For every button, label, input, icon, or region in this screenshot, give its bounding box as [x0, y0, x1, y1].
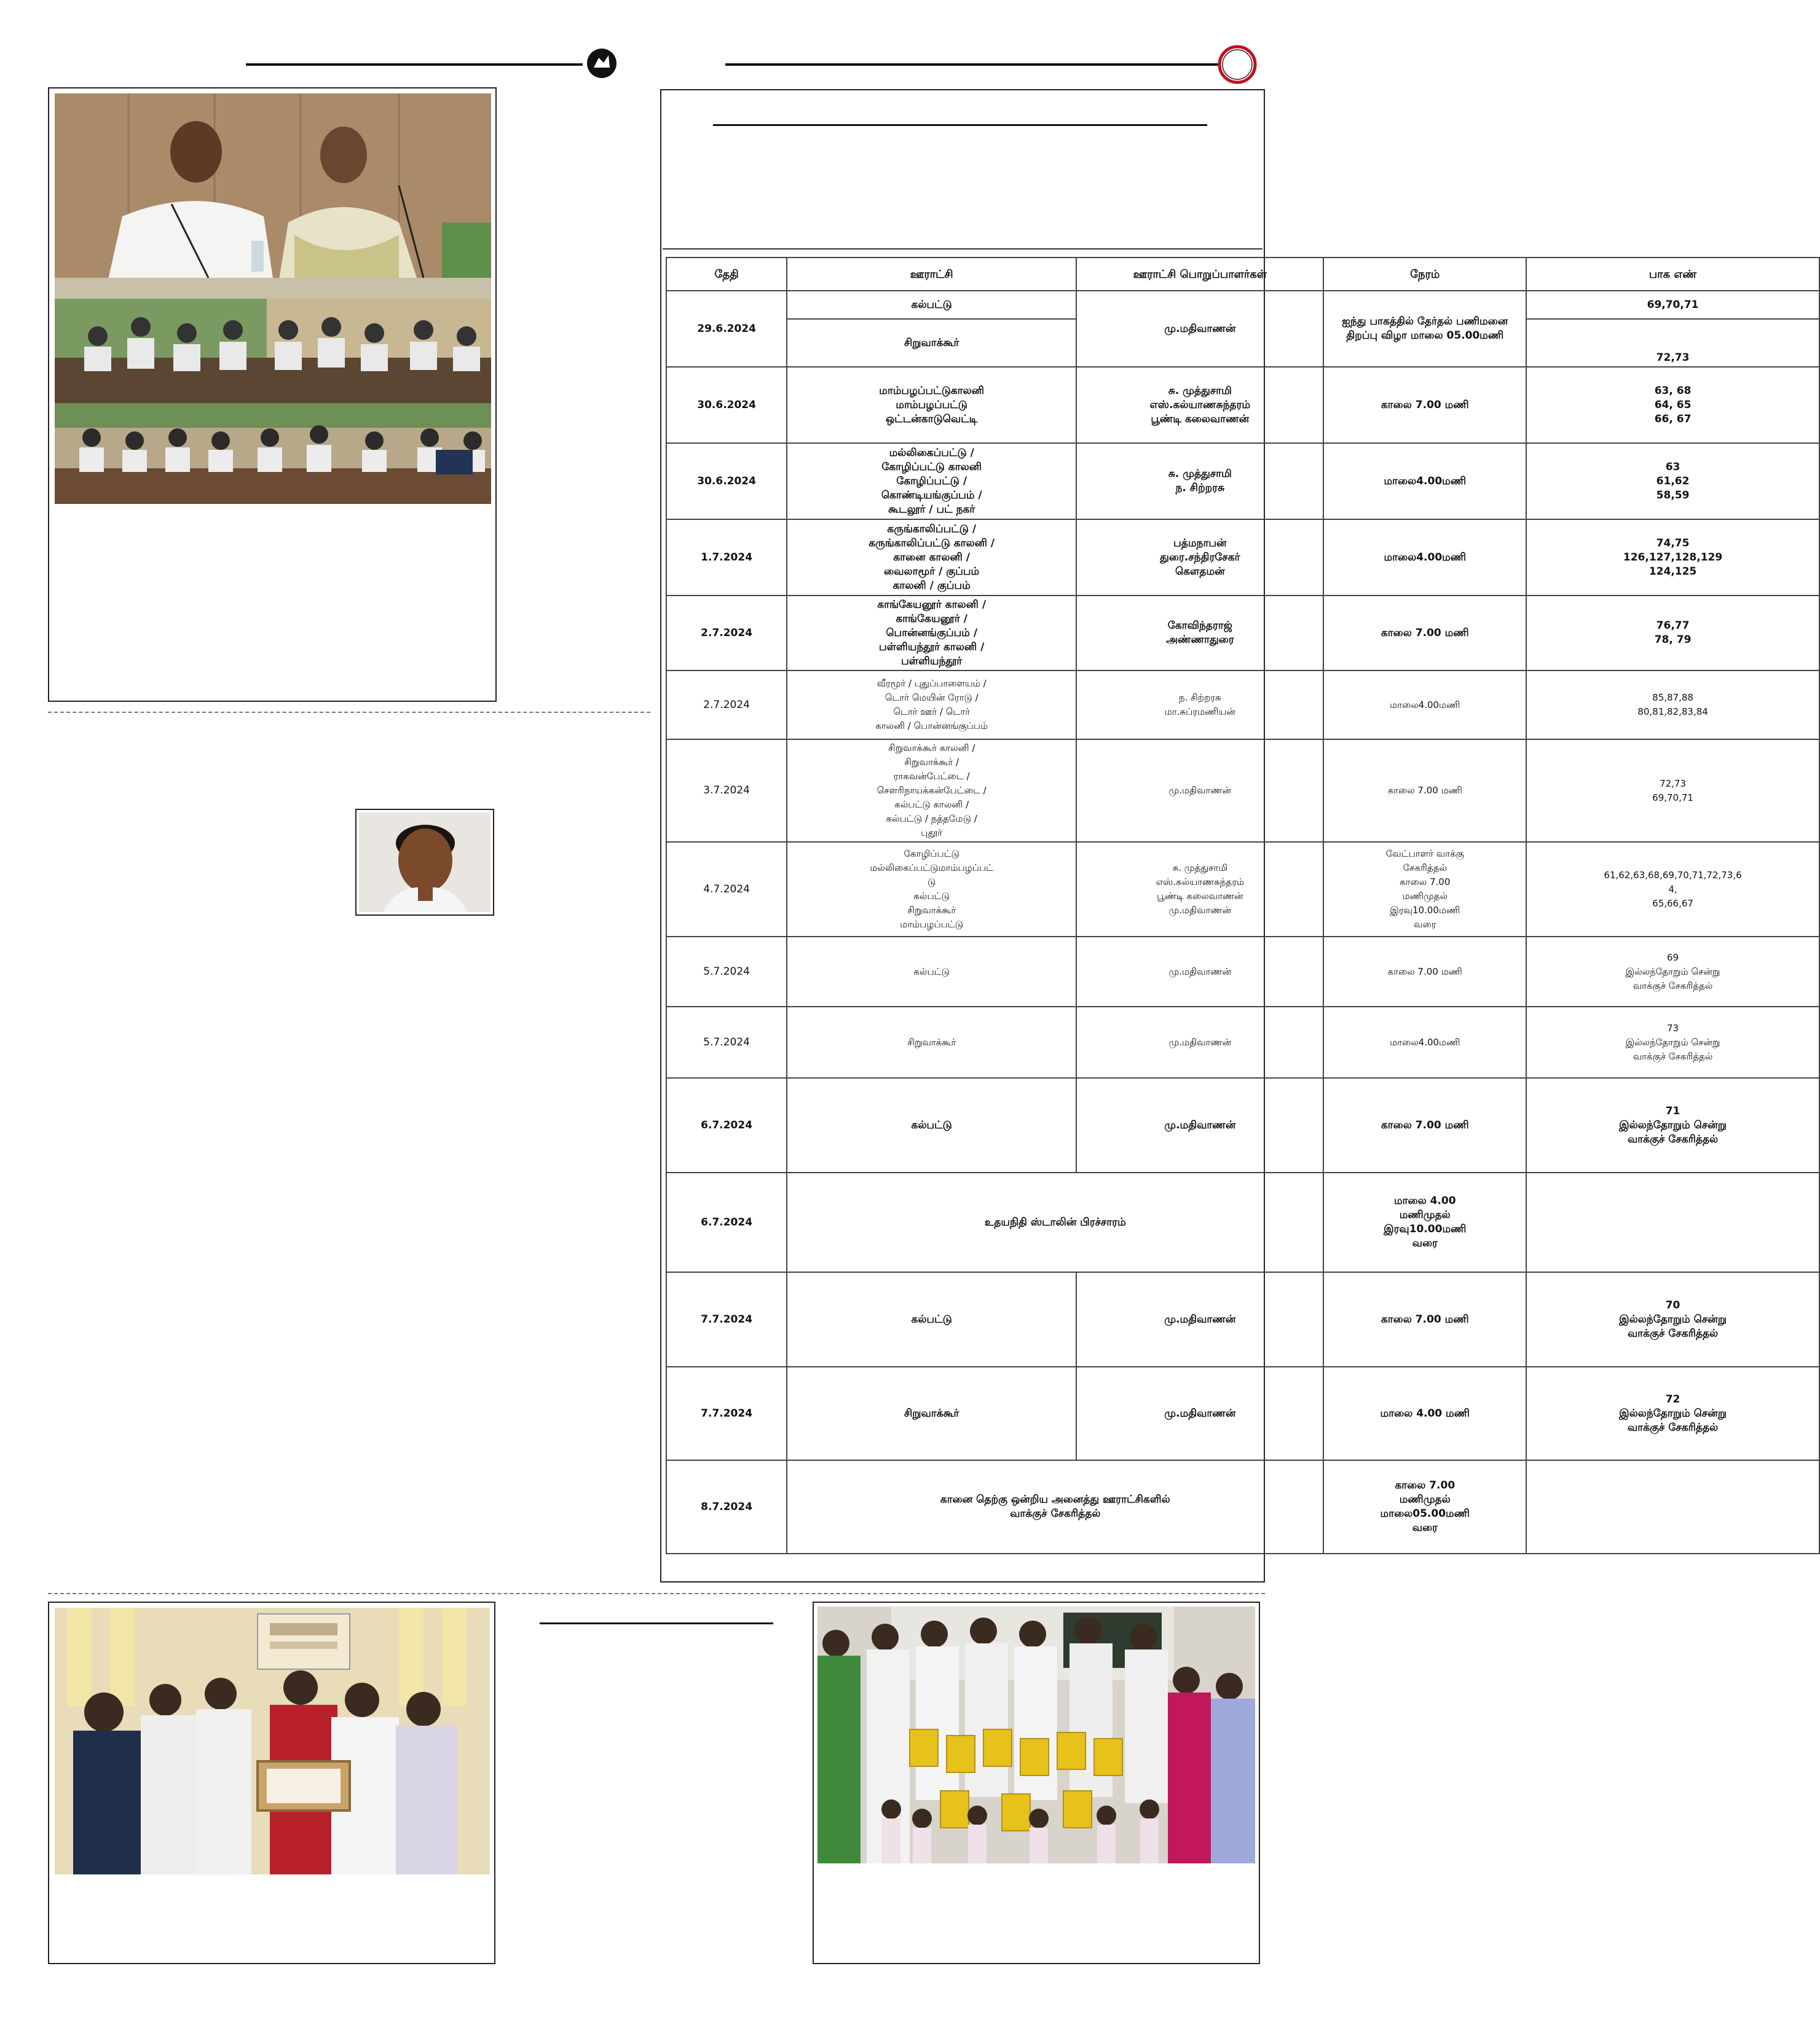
table-row: [666, 739, 1819, 842]
cell-line: 58,59: [1656, 489, 1690, 501]
school-children-photo: [817, 1606, 1255, 1863]
cell-line: இரவு10.00மணி: [1390, 905, 1460, 916]
cell-line: கானை தெற்கு ஒன்றிய அனைத்து ஊராட்சிகளில்: [940, 1493, 1170, 1506]
cell-line: மு.மதிவாணன்: [1164, 1407, 1236, 1420]
part-cell: [1526, 670, 1819, 739]
part-cell: [1526, 1078, 1819, 1173]
cell-line: ந. சிற்றரசு: [1178, 692, 1221, 703]
table-header-row: [666, 258, 1819, 291]
cell-line: வாக்குச் சேகரித்தல்: [1633, 980, 1713, 991]
time-cell: மாலை4.00மணி: [1323, 443, 1526, 519]
cell-line: வேட்பாளர் வாக்கு: [1385, 848, 1464, 859]
date-cell: 30.6.2024: [666, 443, 787, 519]
cell-line: கல்பட்டு: [911, 1119, 952, 1131]
time-cell: ஐந்து பாகத்தில் தேர்தல் பணிமனை திறப்பு விழா மாலை 05.00மணி: [1323, 291, 1526, 367]
schedule-heading-bottom-rule: [663, 248, 1263, 250]
table-row: [666, 1173, 1819, 1272]
cell-line: காலனி / குப்பம்: [892, 579, 971, 592]
cell-line: மு.மதிவாணன்: [1164, 1119, 1236, 1131]
cell-line: மு.மதிவாணன்: [1168, 1036, 1232, 1048]
cell-line: 124,125: [1649, 565, 1697, 578]
column-header: நேரம்: [1323, 258, 1526, 291]
schedule-table: [666, 257, 1820, 1554]
cell-line: கோழிப்பட்டு /: [896, 474, 967, 487]
cell-line: 74,75: [1656, 537, 1690, 549]
place-cell: [787, 596, 1076, 670]
cell-line: கானை காலனி /: [893, 551, 970, 564]
cell-line: மல்லிகைப்பட்டுமாம்பழப்பட்: [870, 862, 994, 873]
cell-line: 61,62: [1656, 474, 1690, 487]
cell-line: மல்லிகைப்பட்டு /: [889, 446, 974, 459]
cell-line: மணிமுதல்: [1402, 891, 1448, 902]
part-cell: 72,73: [1526, 319, 1819, 367]
cell-line: கருங்காலிப்பட்டு /: [887, 522, 977, 535]
person-cell: [1076, 1078, 1323, 1173]
time-cell: [1323, 1173, 1526, 1272]
cell-line: 65,66,67: [1652, 897, 1693, 909]
cell-line: கோழிப்பட்டு காலனி: [881, 460, 982, 473]
cell-line: சௌரிநாயக்கன்பேட்டை /: [877, 785, 987, 796]
cell-line: மு.மதிவாணன்: [1164, 1313, 1236, 1326]
cell-line: வாக்குச் சேகரித்தல்: [1627, 1327, 1719, 1340]
cell-line: இல்லந்தோறும் சென்று: [1625, 965, 1720, 977]
table-row: [666, 670, 1819, 739]
table-row: [666, 1272, 1819, 1367]
person-cell: [1076, 842, 1323, 937]
part-cell: [1526, 1272, 1819, 1367]
cell-line: பொன்னங்குப்பம் /: [886, 626, 978, 639]
cell-line: 69,70,71: [1652, 792, 1693, 803]
date-cell: 1.7.2024: [666, 519, 787, 596]
part-cell: [1526, 1367, 1819, 1460]
place-cell: [787, 443, 1076, 519]
place-cell: [787, 519, 1076, 596]
cell-line: மாலை 4.00: [1393, 1195, 1456, 1207]
cell-line: காலனி / பொன்னங்குப்பம்: [875, 720, 988, 731]
cell-line: ஒட்டன்காடுவெட்டி: [886, 412, 978, 425]
date-cell: 7.7.2024: [666, 1367, 787, 1460]
portrait-photo: [359, 812, 490, 912]
table-row: [666, 519, 1819, 596]
person-cell: [1076, 1007, 1323, 1078]
cell-line: கோவிந்தராஜ்: [1167, 619, 1232, 632]
person-cell: [1076, 670, 1323, 739]
date-cell: 6.7.2024: [666, 1078, 787, 1173]
cell-line: புதூர்: [921, 827, 943, 838]
cell-line: மு.மதிவாணன்: [1168, 905, 1232, 916]
cell-line: கல்பட்டு: [913, 965, 950, 977]
cell-line: சிறுவாக்கூர்: [907, 905, 956, 916]
place-cell: [787, 739, 1076, 842]
place-cell: [787, 1078, 1076, 1173]
person-cell: [1076, 1272, 1323, 1367]
cell-line: 64, 65: [1654, 398, 1692, 411]
place-cell: [787, 1272, 1076, 1367]
cell-line: எஸ்.கல்யாணசுந்தரம்: [1149, 398, 1251, 411]
place-cell: [787, 842, 1076, 937]
column-header: பாக எண்: [1526, 258, 1819, 291]
person-cell: [1076, 739, 1323, 842]
cell-line: பள்ளியந்தூர் காலனி /: [879, 640, 985, 653]
cell-line: பூண்டி கலைவாணன்: [1151, 412, 1250, 425]
masthead-rule-left: [246, 63, 583, 66]
cell-line: 61,62,63,68,69,70,71,72,73,6: [1604, 869, 1742, 881]
cell-line: கௌதமன்: [1175, 565, 1225, 578]
cell-line: கல்பட்டு / நத்தமேடு /: [886, 813, 977, 824]
cell-line: 72: [1665, 1393, 1680, 1406]
cell-line: மணிமுதல்: [1399, 1493, 1451, 1506]
cell-line: இல்லந்தோறும் சென்று: [1619, 1119, 1727, 1131]
time-cell: காலை 7.00 மணி: [1323, 1272, 1526, 1367]
time-cell: மாலை4.00மணி: [1323, 1007, 1526, 1078]
column-header: ஊராட்சி: [787, 258, 1076, 291]
cell-line: கருங்காலிப்பட்டு காலனி /: [869, 537, 995, 549]
cell-line: வரை: [1414, 919, 1436, 930]
cell-line: 76,77: [1656, 619, 1690, 632]
cell-line: காங்கேயனூர் காலனி /: [877, 598, 987, 611]
cell-line: மு.மதிவாணன்: [1168, 785, 1232, 796]
cell-line: மாம்பழப்பட்டுகாலனி: [879, 384, 985, 397]
table-row: [666, 367, 1819, 443]
part-cell: [1526, 1173, 1819, 1272]
cell-line: மாம்பழப்பட்டு: [896, 398, 967, 411]
date-cell: 8.7.2024: [666, 1460, 787, 1554]
part-cell: [1526, 1460, 1819, 1554]
time-cell: காலை 7.00 மணி: [1323, 367, 1526, 443]
cell-line: வாக்குச் சேகரித்தல்: [1010, 1508, 1101, 1520]
table-row: [666, 842, 1819, 937]
cell-line: கல்பட்டு காலனி /: [894, 799, 969, 810]
time-cell: மாலை 4.00 மணி: [1323, 1367, 1526, 1460]
place-cell: [787, 1367, 1076, 1460]
person-cell: [1076, 443, 1323, 519]
date-cell: 2.7.2024: [666, 596, 787, 670]
cell-line: காலை 7.00: [1395, 1479, 1456, 1492]
column-header: ஊராட்சி பொறுப்பாளர்கள்: [1076, 258, 1323, 291]
cell-line: மா.சுப்ரமணியன்: [1164, 706, 1235, 717]
cell-line: துரை.சந்திரசேகர்: [1160, 551, 1240, 564]
cell-line: மாம்பழப்பட்டு: [900, 919, 964, 930]
place-cell: [787, 367, 1076, 443]
person-cell: [1076, 1367, 1323, 1460]
cell-line: அண்ணாதுரை: [1165, 634, 1234, 646]
cell-line: இல்லந்தோறும் சென்று: [1619, 1407, 1727, 1420]
bottom-middle-heading-rule: [540, 1622, 773, 1624]
part-cell: [1526, 1007, 1819, 1078]
cell-line: மாலை05.00மணி: [1380, 1508, 1470, 1520]
table-row: [666, 1460, 1819, 1554]
cell-line: 71: [1665, 1104, 1680, 1117]
table-row: [666, 596, 1819, 670]
part-cell: [1526, 596, 1819, 670]
time-cell: மாலை4.00மணி: [1323, 670, 1526, 739]
cell-line: சிறுவாக்கூர்: [907, 1036, 956, 1048]
part-cell: [1526, 739, 1819, 842]
schedule-heading-rule: [713, 124, 1207, 126]
time-cell: [1323, 1460, 1526, 1554]
time-cell: காலை 7.00 மணி: [1323, 739, 1526, 842]
campaign-cell: [787, 1460, 1323, 1554]
separator-bottom: [48, 1593, 1265, 1594]
cell-line: பள்ளியந்தூர்: [901, 655, 963, 667]
cell-line: சேகரித்தல்: [1403, 862, 1447, 873]
cell-line: டு: [928, 876, 936, 887]
cell-line: 69: [1667, 951, 1679, 963]
cell-line: வாக்குச் சேகரித்தல்: [1627, 1421, 1719, 1434]
cell-line: 70: [1665, 1299, 1680, 1311]
cell-line: 66, 67: [1654, 412, 1692, 425]
cell-line: 73: [1667, 1022, 1679, 1034]
part-cell: [1526, 519, 1819, 596]
cell-line: பூண்டி கலைவாணன்: [1157, 891, 1243, 902]
person-cell: [1076, 519, 1323, 596]
part-cell: [1526, 367, 1819, 443]
person-cell: மு.மதிவாணன்: [1076, 291, 1323, 367]
time-cell: காலை 7.00 மணி: [1323, 596, 1526, 670]
cell-line: கல்பட்டு: [913, 891, 950, 902]
time-cell: மாலை4.00மணி: [1323, 519, 1526, 596]
cell-line: வரை: [1412, 1522, 1438, 1534]
person-cell: [1076, 367, 1323, 443]
cell-line: டொர் மெயின் ரோடு /: [884, 692, 979, 703]
cell-line: கல்பட்டு: [911, 1313, 952, 1326]
place-cell: [787, 937, 1076, 1007]
circle-logo-icon: [1217, 44, 1258, 85]
group-award-photo: [55, 1608, 490, 1874]
place-cell: [787, 670, 1076, 739]
cell-line: காலை 7.00: [1400, 876, 1451, 887]
cell-line: வரை: [1412, 1237, 1438, 1249]
cell-line: மணிமுதல்: [1399, 1209, 1451, 1221]
masthead-rule-right: [725, 63, 1218, 66]
part-cell: [1526, 443, 1819, 519]
cell-line: சிறுவாக்கூர் /: [904, 757, 959, 768]
cell-line: ந. சிற்றரசு: [1175, 482, 1225, 494]
cell-line: 72,73: [1660, 777, 1687, 789]
cell-line: இரவு10.00மணி: [1384, 1223, 1467, 1235]
cell-line: 78, 79: [1654, 634, 1692, 646]
cell-line: கோழிப்பட்டு: [904, 848, 959, 859]
cell-line: சு. முத்துசாமி: [1172, 862, 1228, 873]
place-cell: சிறுவாக்கூர்: [787, 319, 1076, 367]
cell-line: சு. முத்துசாமி: [1168, 384, 1232, 397]
date-cell: 29.6.2024: [666, 291, 787, 367]
date-cell: 2.7.2024: [666, 670, 787, 739]
table-row: [666, 291, 1819, 319]
time-cell: காலை 7.00 மணி: [1323, 937, 1526, 1007]
table-row: [666, 1367, 1819, 1460]
cell-line: எஸ்.கல்யாணசுந்தரம்: [1156, 876, 1245, 887]
time-cell: [1323, 842, 1526, 937]
person-cell: [1076, 596, 1323, 670]
part-cell: 69,70,71: [1526, 291, 1819, 319]
column-header: தேதி: [666, 258, 787, 291]
place-cell: [787, 1007, 1076, 1078]
person-cell: [1076, 937, 1323, 1007]
cell-line: பத்மநாபன்: [1173, 537, 1227, 549]
cell-line: காங்கேயனூர் /: [896, 612, 967, 625]
cell-line: இல்லந்தோறும் சென்று: [1619, 1313, 1727, 1326]
cell-line: ராகவன்பேட்டை /: [893, 771, 970, 782]
cell-line: வீரமூர் / புதுப்பாளையம் /: [877, 678, 987, 689]
cell-line: இல்லந்தோறும் சென்று: [1625, 1036, 1720, 1048]
campaign-cell: உதயநிதி ஸ்டாலின் பிரச்சாரம்: [787, 1173, 1323, 1272]
part-cell: [1526, 937, 1819, 1007]
cell-line: 4,: [1668, 883, 1677, 895]
cell-line: 126,127,128,129: [1623, 551, 1723, 564]
time-cell: காலை 7.00 மணி: [1323, 1078, 1526, 1173]
cell-line: வாக்குச் சேகரித்தல்: [1627, 1133, 1719, 1146]
cell-line: கூடலூர் / பட் நகர்: [888, 503, 975, 516]
cell-line: வாக்குச் சேகரித்தல்: [1633, 1050, 1713, 1062]
cell-line: வைலாமூர் / குப்பம்: [884, 565, 980, 578]
table-row: [666, 937, 1819, 1007]
date-cell: 4.7.2024: [666, 842, 787, 937]
date-cell: 6.7.2024: [666, 1173, 787, 1272]
date-cell: 30.6.2024: [666, 367, 787, 443]
part-cell: [1526, 842, 1819, 937]
table-row: [666, 1007, 1819, 1078]
cell-line: 63, 68: [1654, 384, 1692, 397]
separator-left-column: [48, 712, 650, 713]
cell-line: 80,81,82,83,84: [1637, 706, 1708, 717]
cell-line: 63: [1665, 460, 1680, 473]
cell-line: சு. முத்துசாமி: [1168, 468, 1232, 480]
date-cell: 3.7.2024: [666, 739, 787, 842]
date-cell: 7.7.2024: [666, 1272, 787, 1367]
date-cell: 5.7.2024: [666, 937, 787, 1007]
date-cell: 5.7.2024: [666, 1007, 787, 1078]
meeting-photo: [55, 93, 491, 504]
table-row: [666, 443, 1819, 519]
cell-line: கொண்டியங்குப்பம் /: [881, 489, 982, 501]
schedule-body: [666, 367, 1819, 1554]
party-symbol-icon: [585, 47, 618, 80]
cell-line: 85,87,88: [1652, 692, 1693, 703]
place-cell: கல்பட்டு: [787, 291, 1076, 319]
cell-line: சிறுவாக்கூர்: [904, 1407, 959, 1420]
cell-line: டொர் ஊர் / டொர்: [893, 706, 971, 717]
cell-line: மு.மதிவாணன்: [1168, 965, 1232, 977]
table-row: [666, 1078, 1819, 1173]
cell-line: சிறுவாக்கூர் காலனி /: [888, 742, 975, 753]
